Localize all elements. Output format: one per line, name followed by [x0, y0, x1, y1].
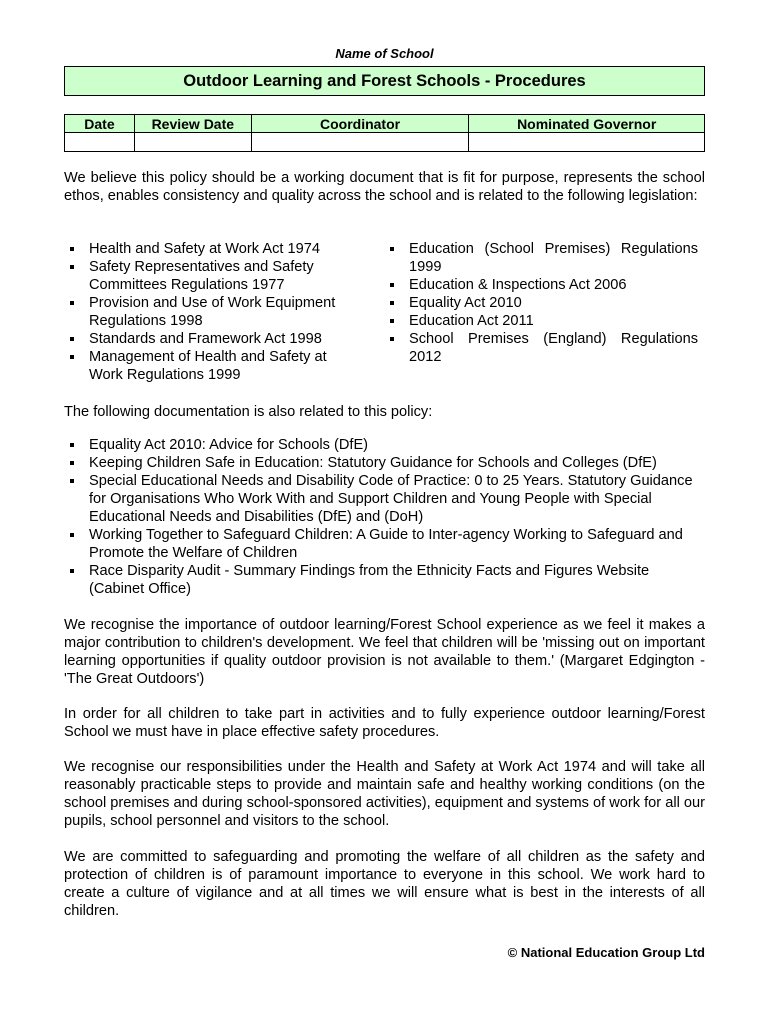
- info-table: [64, 114, 705, 152]
- list-item: Safety Representatives and Safety Committees Regulations 1977: [64, 258, 364, 294]
- list-item: Education (School Premises) Regulations 1999: [384, 240, 698, 276]
- list-item: Equality Act 2010: Advice for Schools (DfE): [64, 436, 705, 454]
- document-title: Outdoor Learning and Forest Schools - Procedures: [64, 66, 705, 96]
- legislation-list-right: [384, 240, 698, 366]
- list-item: Equality Act 2010: [384, 294, 698, 312]
- list-item: Education Act 2011: [384, 312, 698, 330]
- review-date-header: Review Date: [134, 115, 251, 133]
- info-table-value-row: [65, 133, 705, 152]
- info-table-header-row: [65, 115, 705, 133]
- date-header: Date: [65, 115, 135, 133]
- list-item: School Premises (England) Regulations 2012: [384, 330, 698, 366]
- date-cell: [65, 133, 135, 152]
- documentation-intro: The following documentation is also related to this policy:: [64, 404, 433, 420]
- coordinator-cell: [251, 133, 469, 152]
- safety-procedures-paragraph: In order for all children to take part in activities and to fully experience outdoor learning/Forest School we must have in place effective safety procedures.: [64, 706, 705, 740]
- copyright-footer: © National Education Group Ltd: [507, 945, 705, 960]
- legislation-list-left: [64, 240, 364, 384]
- school-name: Name of School: [335, 46, 434, 61]
- responsibilities-paragraph: We recognise our responsibilities under the Health and Safety at Work Act 1974 and will take all reasonably practicable steps to provide and maintain safe and healthy working conditions (on the school premises and during school-sponsored activities), equipment and systems of work for all our pupils, school personnel and visitors to the school.: [64, 759, 705, 829]
- documentation-list: [64, 436, 705, 598]
- nominated-governor-cell: [469, 133, 705, 152]
- list-item: Provision and Use of Work Equipment Regulations 1998: [64, 294, 364, 330]
- list-item: Special Educational Needs and Disability Code of Practice: 0 to 25 Years. Statutory Guidance for Organisations Who Work With and Support Children and Young People with Special Educational Needs and Disabilities (DfE) and (DoH): [64, 472, 705, 526]
- review-date-cell: [134, 133, 251, 152]
- list-item: Education & Inspections Act 2006: [384, 276, 698, 294]
- list-item: Keeping Children Safe in Education: Statutory Guidance for Schools and Colleges (DfE): [64, 454, 705, 472]
- list-item: Race Disparity Audit - Summary Findings from the Ethnicity Facts and Figures Website (Cabinet Office): [64, 562, 705, 598]
- coordinator-header: Coordinator: [251, 115, 469, 133]
- list-item: Standards and Framework Act 1998: [64, 330, 364, 348]
- list-item: Management of Health and Safety at Work Regulations 1999: [64, 348, 364, 384]
- list-item: Health and Safety at Work Act 1974: [64, 240, 364, 258]
- safeguarding-paragraph: We are committed to safeguarding and promoting the welfare of all children as the safety and protection of children is of paramount importance to everyone in this school. We work hard to create a culture of vigilance and at all times we will ensure what is best in the interests of all children.: [64, 849, 705, 919]
- outdoor-learning-paragraph: We recognise the importance of outdoor learning/Forest School experience as we feel it makes a major contribution to children's development. We feel that children will be 'missing out on important learning opportunities if quality outdoor provision is not available to them.' (Margaret Edgington - 'The Great Outdoors'): [64, 617, 705, 687]
- list-item: Working Together to Safeguard Children: A Guide to Inter-agency Working to Safeguard and Promote the Welfare of Children: [64, 526, 705, 562]
- nominated-governor-header: Nominated Governor: [469, 115, 705, 133]
- intro-paragraph: We believe this policy should be a working document that is fit for purpose, represents the school ethos, enables consistency and quality across the school and is related to the following legislation:: [64, 170, 705, 204]
